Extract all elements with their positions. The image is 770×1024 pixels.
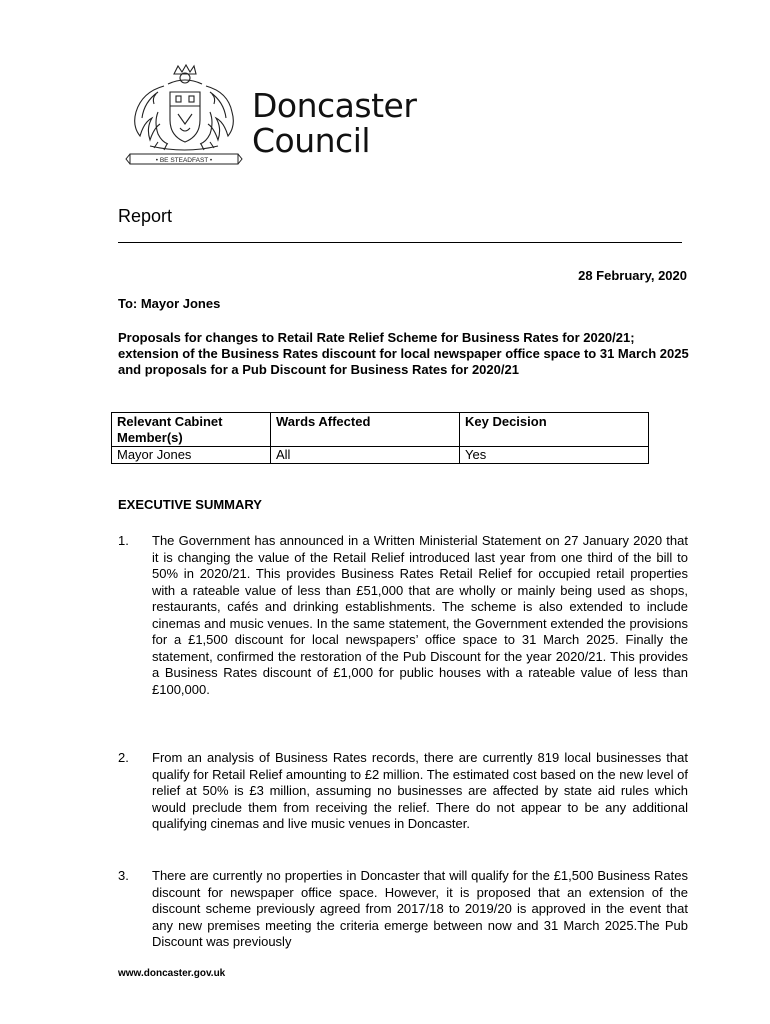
table-header-cell: Wards Affected [271, 413, 460, 447]
table-cell: Yes [460, 447, 649, 464]
paragraph-text: There are currently no properties in Doncaster that will qualify for the £1,500 Business Rates discount for newspaper office space. However, it is proposed that an extension of the discount scheme previously agreed from 2017/18 to 2019/20 is approved in the event that any new premises meeting the criteria emerge between now and 31 March 2025.The Pub Discount was previously [152, 868, 688, 949]
summary-paragraph [118, 533, 688, 698]
crest-motto: • BE STEADFAST • [155, 157, 213, 164]
council-name-line2: Council [252, 121, 371, 160]
table-header-cell: Relevant Cabinet Member(s) [112, 413, 271, 447]
report-title: Proposals for changes to Retail Rate Relief Scheme for Business Rates for 2020/21; extension of the Business Rates discount for local newspaper office space to 31 March 2025 and proposals for a Pub Discount for Business Rates for 2020/21 [118, 330, 689, 377]
council-name [252, 88, 416, 158]
decision-info-table [111, 412, 649, 464]
table-cell: Mayor Jones [112, 447, 271, 464]
report-date: 28 February, 2020 [578, 268, 687, 283]
addressee: To: Mayor Jones [118, 296, 221, 311]
council-crest-logo [124, 62, 244, 172]
table-cell: All [271, 447, 460, 464]
paragraph-text: The Government has announced in a Written Ministerial Statement on 27 January 2020 that it is changing the value of the Retail Relief introduced last year from one third of the bill to 50% in 2020/21. This provides Business Rates Retail Relief for occupied retail properties with a rateable value of less than £51,000 that are wholly or mainly being used as shops, restaurants, cafés and drinking establishments. The scheme is also extended to include cinemas and music venues. In the same statement, the Government extended the provisions for a £1,500 discount for local newspapers’ office space to 31 March 2025. Finally the statement, confirmed the restoration of the Pub Discount for the year 2020/21. This provides a Business Rates discount of £1,000 for public houses with a rateable value of less than £100,000. [152, 533, 688, 697]
paragraph-text: From an analysis of Business Rates records, there are currently 819 local businesses that qualify for Retail Relief amounting to £2 million. The estimated cost based on the new level of relief at 50% is £3 million, assuming no businesses are affected by state aid rules which would preclude them from receiving the relief. There do not appear to be any additional qualifying cinemas and live music venues in Doncaster. [152, 750, 688, 831]
header-divider [118, 242, 682, 243]
footer-website-link[interactable]: www.doncaster.gov.uk [118, 968, 226, 979]
executive-summary-heading: EXECUTIVE SUMMARY [118, 497, 262, 512]
report-label: Report [118, 206, 173, 226]
paragraph-number: 3. [118, 868, 129, 883]
summary-paragraph [118, 868, 688, 951]
table-row [112, 447, 649, 464]
paragraph-number: 1. [118, 533, 129, 548]
table-header-row [112, 413, 649, 447]
paragraph-number: 2. [118, 750, 129, 765]
summary-paragraph [118, 750, 688, 833]
table-header-cell: Key Decision [460, 413, 649, 447]
council-name-line1: Doncaster [252, 86, 417, 125]
